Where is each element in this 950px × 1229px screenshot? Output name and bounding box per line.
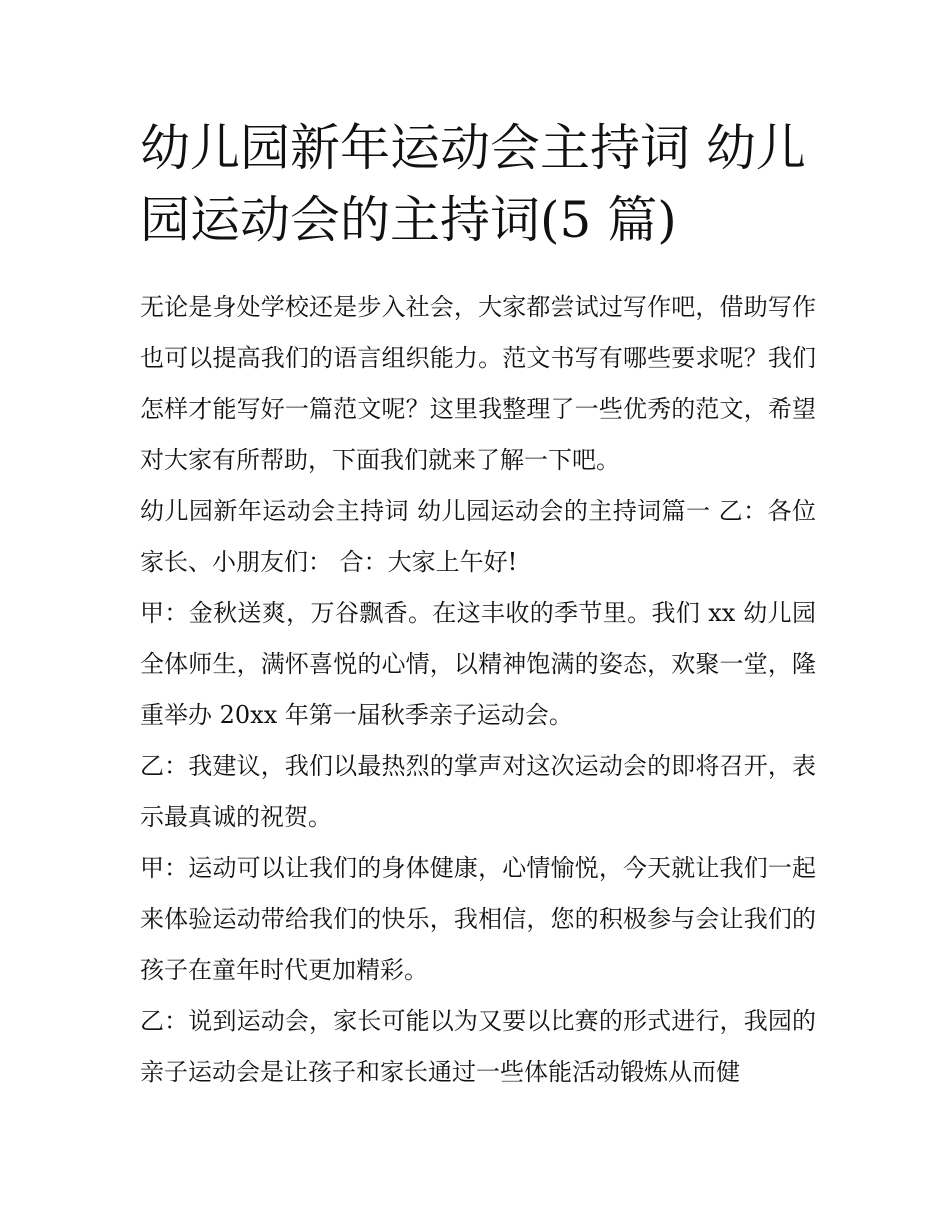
intro-paragraph: 无论是身处学校还是步入社会，大家都尝试过写作吧，借助写作也可以提高我们的语言组织能力。范文书写有哪些要求呢？我们怎样才能写好一篇范文呢？这里我整理了一些优秀的范文，希望对大家有所帮助，下面我们就来了解一下吧。 [140, 293, 816, 474]
dialogue-paragraph: 甲：金秋送爽，万谷飘香。在这丰收的季节里。我们 xx 幼儿园全体师生，满怀喜悦的心情，以精神饱满的姿态，欢聚一堂，隆重举办 20xx 年第一届秋季亲子运动会。 [140, 599, 816, 729]
document-body [140, 282, 816, 1098]
dialogue-paragraph: 乙：说到运动会，家长可能以为又要以比赛的形式进行，我园的亲子运动会是让孩子和家长通过一些体能活动锻炼从而健 [140, 1007, 816, 1086]
dialogue-paragraph: 乙：我建议，我们以最热烈的掌声对这次运动会的即将召开，表示最真诚的祝贺。 [140, 752, 816, 831]
document-title: 幼儿园新年运动会主持词 幼儿园运动会的主持词(5 篇) [140, 119, 806, 249]
section-heading-paragraph: 幼儿园新年运动会主持词 幼儿园运动会的主持词篇一 乙：各位家长、小朋友们： 合：大家上午好! [140, 497, 816, 576]
dialogue-paragraph: 甲：运动可以让我们的身体健康，心情愉悦，今天就让我们一起来体验运动带给我们的快乐，我相信，您的积极参与会让我们的孩子在童年时代更加精彩。 [140, 854, 816, 984]
